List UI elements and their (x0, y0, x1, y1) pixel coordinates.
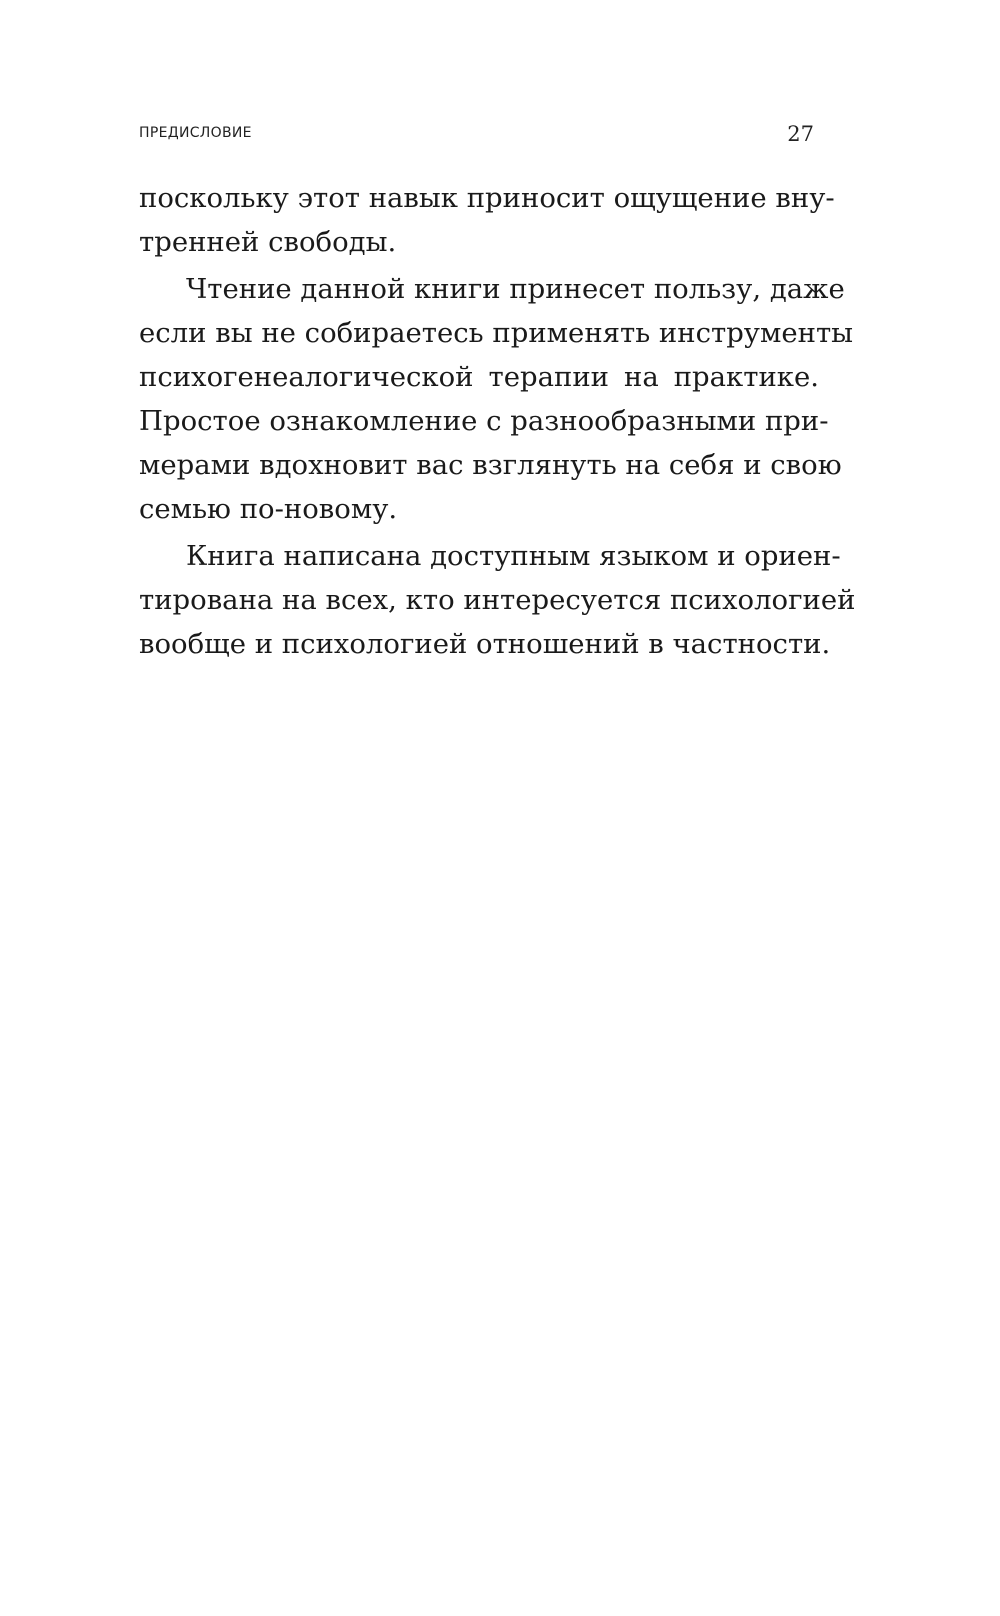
text-line: мерами вдохновит вас взглянуть на себя и свою (139, 449, 842, 481)
text-line: поскольку этот навык приносит ощущение вну- (139, 182, 835, 214)
section-title: ПРЕДИСЛОВИЕ (139, 125, 252, 141)
text-line: тренней свободы. (139, 226, 397, 258)
paragraph-2 (139, 267, 854, 531)
text-line: Книга написана доступным языком и ориен- (186, 540, 841, 572)
page-number: 27 (787, 122, 814, 146)
text-line: если вы не собираетесь применять инструменты (139, 317, 854, 349)
paragraph-1 (139, 176, 835, 264)
text-line: Чтение данной книги принесет пользу, даже (186, 273, 845, 305)
text-line: психогенеалогической терапии на практике. (139, 361, 819, 393)
paragraph-3 (139, 534, 856, 666)
running-head (139, 122, 814, 152)
text-line: Простое ознакомление с разнообразными при- (139, 405, 829, 437)
text-line: вообще и психологией отношений в частности. (139, 628, 831, 660)
body-text (139, 176, 856, 669)
text-line: семью по-новому. (139, 493, 398, 525)
text-line: тирована на всех, кто интересуется психологией (139, 584, 856, 616)
